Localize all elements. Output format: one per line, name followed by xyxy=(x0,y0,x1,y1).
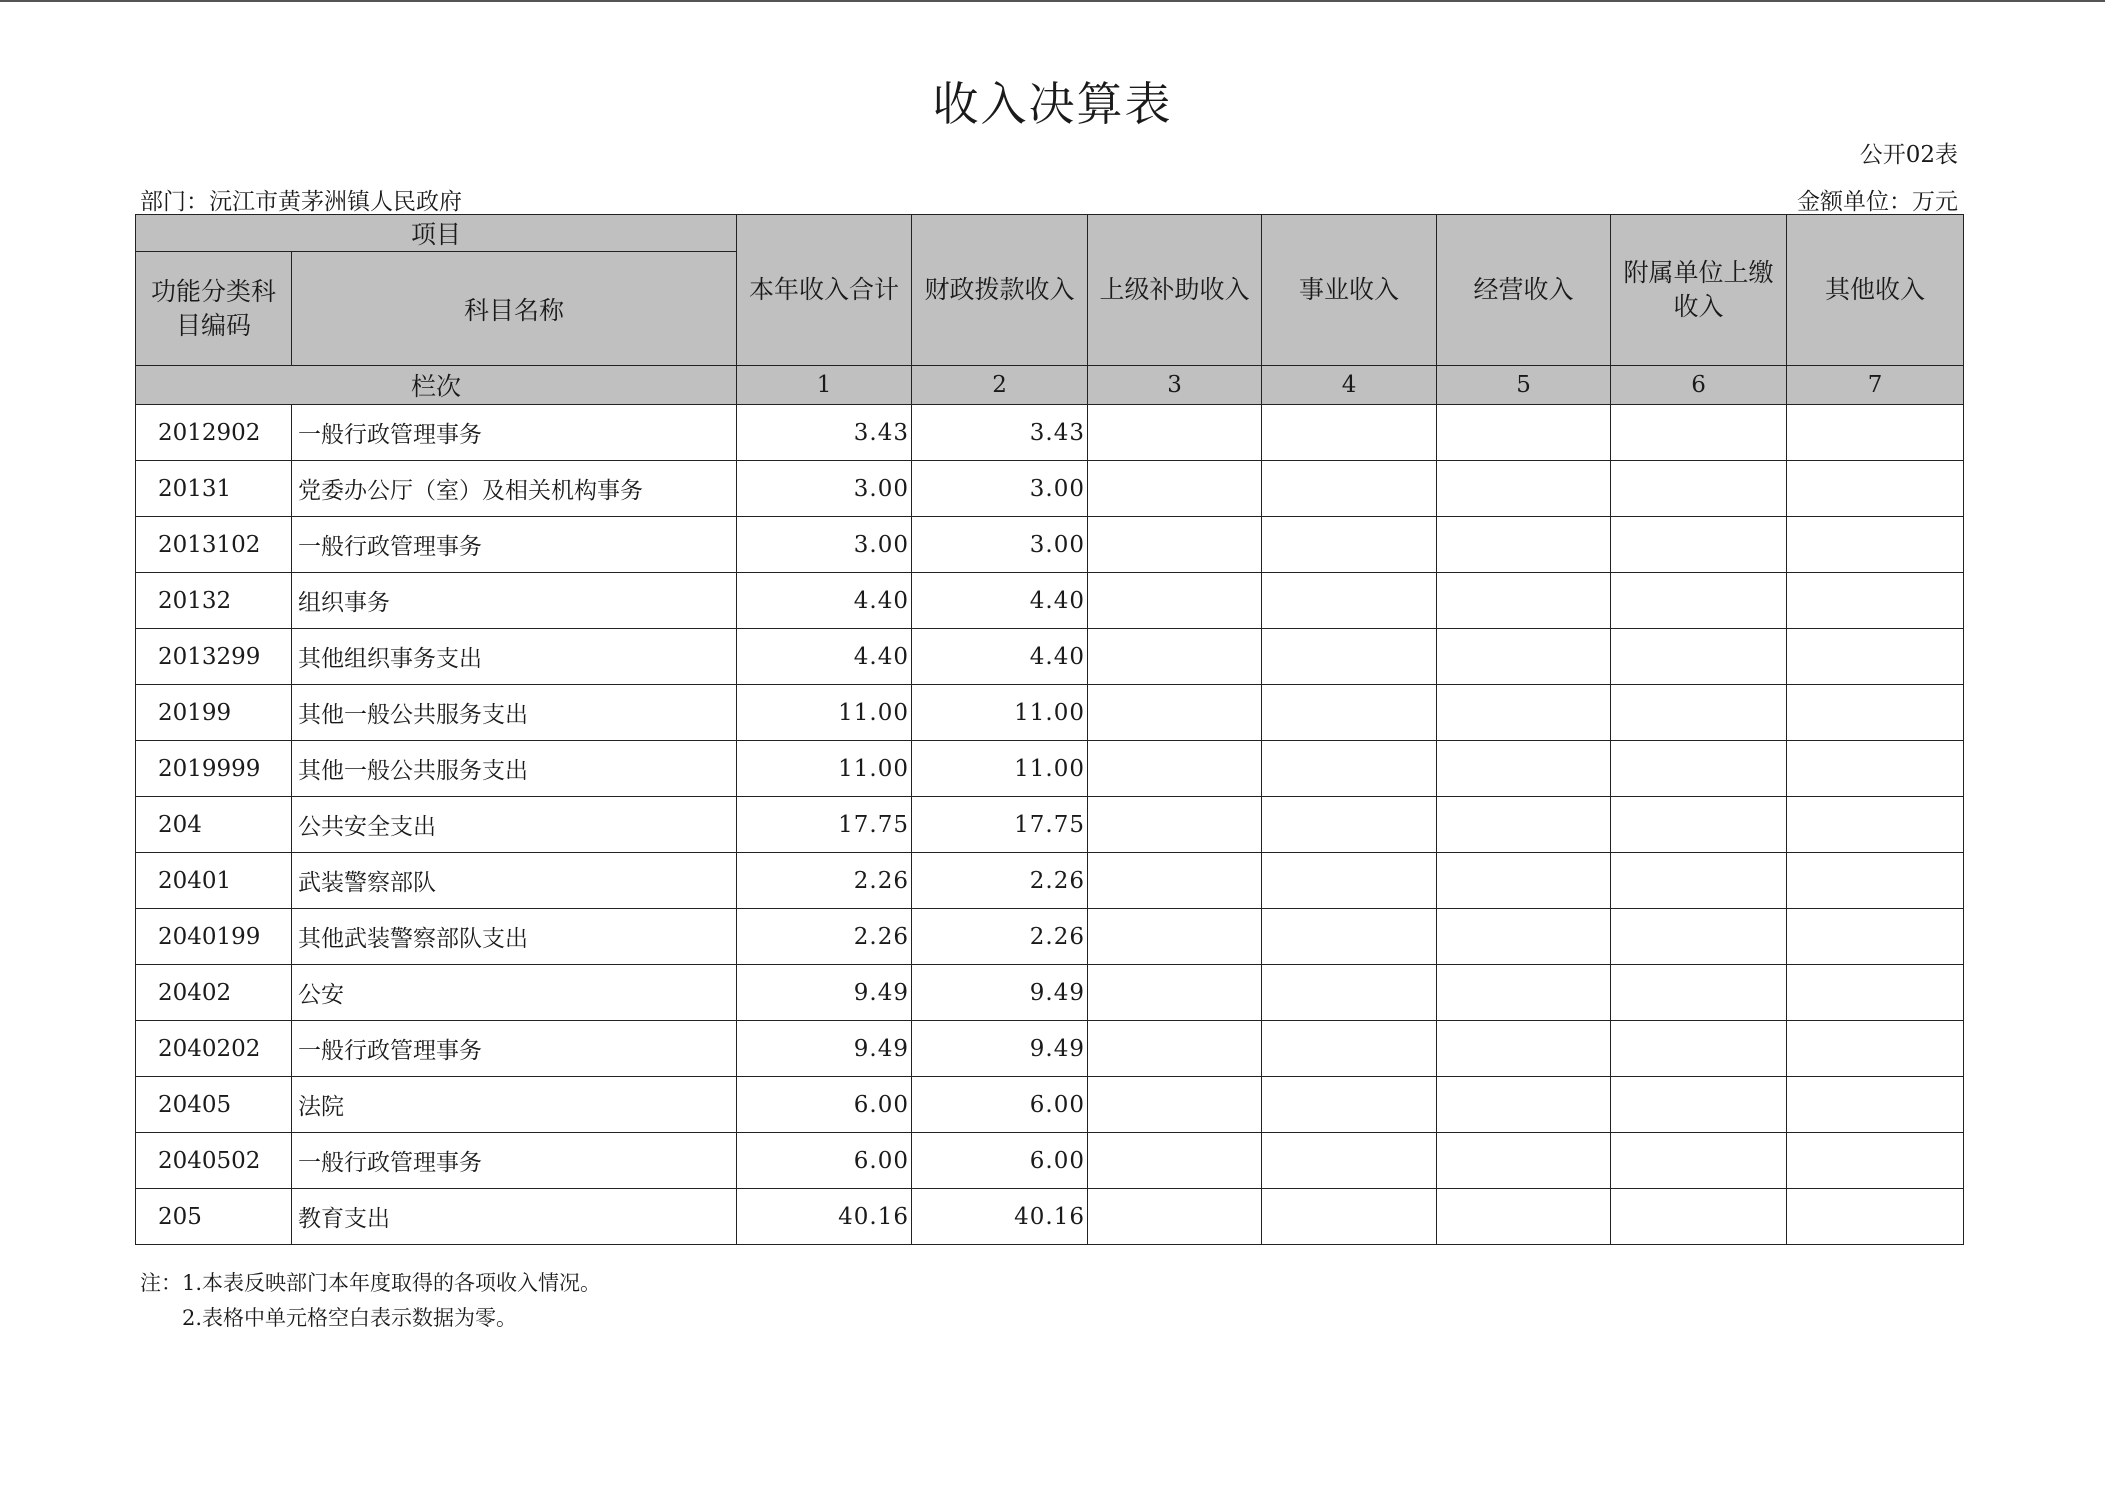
row-total-cell: 3.00 xyxy=(737,461,912,517)
table-row xyxy=(136,685,1964,741)
row-superior-cell xyxy=(1088,461,1262,517)
row-name-cell: 武装警察部队 xyxy=(292,853,737,909)
top-border-line xyxy=(0,0,2105,2)
row-fiscal-cell: 6.00 xyxy=(912,1077,1088,1133)
row-affiliated-cell xyxy=(1611,1133,1787,1189)
header-item: 项目 xyxy=(136,215,737,252)
row-name-cell: 其他武装警察部队支出 xyxy=(292,909,737,965)
row-code-cell: 204 xyxy=(136,797,292,853)
header-col-total: 本年收入合计 xyxy=(737,215,912,366)
row-affiliated-cell xyxy=(1611,573,1787,629)
row-code-cell: 2012902 xyxy=(136,405,292,461)
row-affiliated-cell xyxy=(1611,909,1787,965)
row-affiliated-cell xyxy=(1611,461,1787,517)
amount-unit-label: 金额单位：万元 xyxy=(1797,189,1958,215)
row-operating-cell xyxy=(1437,1189,1611,1245)
row-business-cell xyxy=(1262,517,1437,573)
row-total-cell: 6.00 xyxy=(737,1077,912,1133)
row-business-cell xyxy=(1262,685,1437,741)
header-index-label: 栏次 xyxy=(136,366,737,405)
row-superior-cell xyxy=(1088,965,1262,1021)
row-superior-cell xyxy=(1088,573,1262,629)
row-name-cell: 法院 xyxy=(292,1077,737,1133)
row-affiliated-cell xyxy=(1611,1021,1787,1077)
row-other-cell xyxy=(1787,1133,1964,1189)
row-fiscal-cell: 4.40 xyxy=(912,629,1088,685)
row-operating-cell xyxy=(1437,405,1611,461)
row-code-cell: 2013102 xyxy=(136,517,292,573)
table-row xyxy=(136,853,1964,909)
row-fiscal-cell: 2.26 xyxy=(912,853,1088,909)
table-row xyxy=(136,797,1964,853)
row-business-cell xyxy=(1262,909,1437,965)
row-business-cell xyxy=(1262,853,1437,909)
row-fiscal-cell: 9.49 xyxy=(912,1021,1088,1077)
row-name-cell: 公共安全支出 xyxy=(292,797,737,853)
row-business-cell xyxy=(1262,1021,1437,1077)
row-business-cell xyxy=(1262,461,1437,517)
row-total-cell: 9.49 xyxy=(737,965,912,1021)
table-row xyxy=(136,909,1964,965)
row-superior-cell xyxy=(1088,853,1262,909)
row-business-cell xyxy=(1262,1189,1437,1245)
row-code-cell: 2040202 xyxy=(136,1021,292,1077)
row-total-cell: 17.75 xyxy=(737,797,912,853)
table-row xyxy=(136,405,1964,461)
table-row xyxy=(136,965,1964,1021)
row-other-cell xyxy=(1787,1189,1964,1245)
header-col-other: 其他收入 xyxy=(1787,215,1964,366)
row-superior-cell xyxy=(1088,909,1262,965)
row-code-cell: 2019999 xyxy=(136,741,292,797)
row-code-cell: 20402 xyxy=(136,965,292,1021)
row-name-cell: 公安 xyxy=(292,965,737,1021)
row-other-cell xyxy=(1787,965,1964,1021)
row-affiliated-cell xyxy=(1611,1189,1787,1245)
row-operating-cell xyxy=(1437,461,1611,517)
row-fiscal-cell: 3.00 xyxy=(912,461,1088,517)
table-row xyxy=(136,573,1964,629)
row-other-cell xyxy=(1787,1077,1964,1133)
row-superior-cell xyxy=(1088,1189,1262,1245)
row-other-cell xyxy=(1787,405,1964,461)
row-fiscal-cell: 4.40 xyxy=(912,573,1088,629)
table-row xyxy=(136,629,1964,685)
form-number: 公开02表 xyxy=(1859,142,1958,168)
row-name-cell: 其他组织事务支出 xyxy=(292,629,737,685)
row-other-cell xyxy=(1787,1021,1964,1077)
row-affiliated-cell xyxy=(1611,965,1787,1021)
header-col-superior: 上级补助收入 xyxy=(1088,215,1262,366)
row-operating-cell xyxy=(1437,629,1611,685)
header-index: 7 xyxy=(1787,366,1964,405)
row-name-cell: 一般行政管理事务 xyxy=(292,405,737,461)
row-operating-cell xyxy=(1437,1077,1611,1133)
row-operating-cell xyxy=(1437,1133,1611,1189)
header-index: 3 xyxy=(1088,366,1262,405)
row-code-cell: 2040199 xyxy=(136,909,292,965)
row-code-cell: 2013299 xyxy=(136,629,292,685)
footnote: 注：1.本表反映部门本年度取得的各项收入情况。 xyxy=(140,1271,602,1295)
row-other-cell xyxy=(1787,853,1964,909)
row-total-cell: 6.00 xyxy=(737,1133,912,1189)
footnote: 2.表格中单元格空白表示数据为零。 xyxy=(182,1306,518,1330)
row-name-cell: 其他一般公共服务支出 xyxy=(292,685,737,741)
row-business-cell xyxy=(1262,1077,1437,1133)
header-index: 1 xyxy=(737,366,912,405)
page-title: 收入决算表 xyxy=(932,77,1173,131)
table-row xyxy=(136,1077,1964,1133)
row-operating-cell xyxy=(1437,797,1611,853)
row-operating-cell xyxy=(1437,741,1611,797)
row-total-cell: 4.40 xyxy=(737,629,912,685)
table-row xyxy=(136,1189,1964,1245)
row-superior-cell xyxy=(1088,741,1262,797)
row-fiscal-cell: 9.49 xyxy=(912,965,1088,1021)
row-affiliated-cell xyxy=(1611,517,1787,573)
row-superior-cell xyxy=(1088,685,1262,741)
row-fiscal-cell: 3.43 xyxy=(912,405,1088,461)
row-affiliated-cell xyxy=(1611,629,1787,685)
row-operating-cell xyxy=(1437,685,1611,741)
row-superior-cell xyxy=(1088,797,1262,853)
header-col-affiliated: 附属单位上缴收入 xyxy=(1611,215,1787,366)
row-affiliated-cell xyxy=(1611,405,1787,461)
row-affiliated-cell xyxy=(1611,741,1787,797)
row-total-cell: 40.16 xyxy=(737,1189,912,1245)
row-total-cell: 2.26 xyxy=(737,909,912,965)
row-operating-cell xyxy=(1437,965,1611,1021)
row-business-cell xyxy=(1262,405,1437,461)
income-table xyxy=(135,214,1964,1245)
row-other-cell xyxy=(1787,685,1964,741)
row-business-cell xyxy=(1262,629,1437,685)
row-code-cell: 20405 xyxy=(136,1077,292,1133)
header-index: 2 xyxy=(912,366,1088,405)
header-index: 6 xyxy=(1611,366,1787,405)
row-operating-cell xyxy=(1437,573,1611,629)
row-fiscal-cell: 11.00 xyxy=(912,741,1088,797)
header-col-business: 事业收入 xyxy=(1262,215,1437,366)
header-index: 4 xyxy=(1262,366,1437,405)
department-label: 部门：沅江市黄茅洲镇人民政府 xyxy=(140,189,462,215)
row-name-cell: 一般行政管理事务 xyxy=(292,517,737,573)
row-operating-cell xyxy=(1437,517,1611,573)
row-business-cell xyxy=(1262,741,1437,797)
table-row xyxy=(136,741,1964,797)
row-other-cell xyxy=(1787,517,1964,573)
row-operating-cell xyxy=(1437,853,1611,909)
row-name-cell: 一般行政管理事务 xyxy=(292,1133,737,1189)
row-fiscal-cell: 11.00 xyxy=(912,685,1088,741)
row-superior-cell xyxy=(1088,1077,1262,1133)
header-index: 5 xyxy=(1437,366,1611,405)
row-superior-cell xyxy=(1088,1021,1262,1077)
row-operating-cell xyxy=(1437,1021,1611,1077)
table-row xyxy=(136,1133,1964,1189)
row-total-cell: 11.00 xyxy=(737,685,912,741)
row-name-cell: 其他一般公共服务支出 xyxy=(292,741,737,797)
row-other-cell xyxy=(1787,461,1964,517)
row-affiliated-cell xyxy=(1611,685,1787,741)
row-superior-cell xyxy=(1088,405,1262,461)
row-total-cell: 2.26 xyxy=(737,853,912,909)
header-col-fiscal: 财政拨款收入 xyxy=(912,215,1088,366)
row-code-cell: 205 xyxy=(136,1189,292,1245)
row-superior-cell xyxy=(1088,517,1262,573)
row-affiliated-cell xyxy=(1611,1077,1787,1133)
row-total-cell: 11.00 xyxy=(737,741,912,797)
row-code-cell: 20401 xyxy=(136,853,292,909)
header-col-operating: 经营收入 xyxy=(1437,215,1611,366)
row-superior-cell xyxy=(1088,629,1262,685)
row-business-cell xyxy=(1262,797,1437,853)
row-business-cell xyxy=(1262,573,1437,629)
row-other-cell xyxy=(1787,797,1964,853)
row-name-cell: 组织事务 xyxy=(292,573,737,629)
header-code: 功能分类科目编码 xyxy=(136,252,292,366)
row-fiscal-cell: 2.26 xyxy=(912,909,1088,965)
footnotes xyxy=(140,1266,601,1336)
row-total-cell: 3.00 xyxy=(737,517,912,573)
row-other-cell xyxy=(1787,741,1964,797)
table-row xyxy=(136,517,1964,573)
row-operating-cell xyxy=(1437,909,1611,965)
row-code-cell: 20199 xyxy=(136,685,292,741)
row-total-cell: 3.43 xyxy=(737,405,912,461)
row-code-cell: 20131 xyxy=(136,461,292,517)
row-code-cell: 20132 xyxy=(136,573,292,629)
row-total-cell: 4.40 xyxy=(737,573,912,629)
row-name-cell: 教育支出 xyxy=(292,1189,737,1245)
row-fiscal-cell: 40.16 xyxy=(912,1189,1088,1245)
row-other-cell xyxy=(1787,573,1964,629)
row-fiscal-cell: 17.75 xyxy=(912,797,1088,853)
row-fiscal-cell: 6.00 xyxy=(912,1133,1088,1189)
row-code-cell: 2040502 xyxy=(136,1133,292,1189)
row-business-cell xyxy=(1262,1133,1437,1189)
table-row xyxy=(136,461,1964,517)
table-row xyxy=(136,1021,1964,1077)
row-affiliated-cell xyxy=(1611,797,1787,853)
row-name-cell: 党委办公厅（室）及相关机构事务 xyxy=(292,461,737,517)
row-business-cell xyxy=(1262,965,1437,1021)
row-superior-cell xyxy=(1088,1133,1262,1189)
row-total-cell: 9.49 xyxy=(737,1021,912,1077)
row-other-cell xyxy=(1787,909,1964,965)
row-name-cell: 一般行政管理事务 xyxy=(292,1021,737,1077)
row-other-cell xyxy=(1787,629,1964,685)
header-name: 科目名称 xyxy=(292,252,737,366)
row-fiscal-cell: 3.00 xyxy=(912,517,1088,573)
row-affiliated-cell xyxy=(1611,853,1787,909)
